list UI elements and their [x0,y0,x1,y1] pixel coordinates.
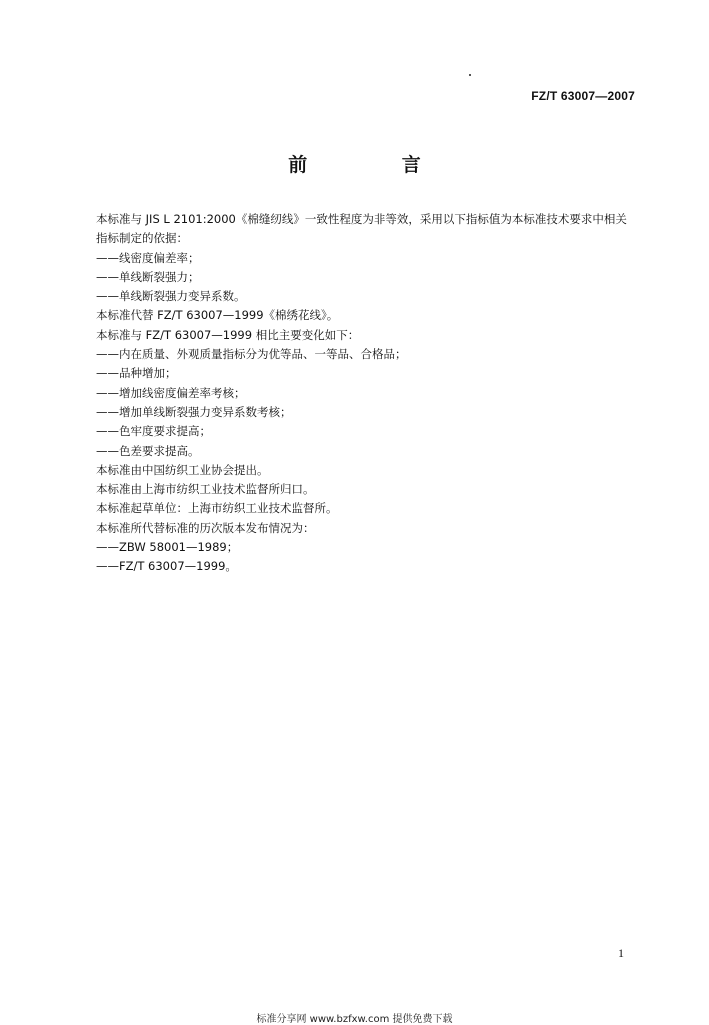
list-item: ——增加单线断裂强力变异系数考核； [96,404,292,419]
paragraph: 本标准由上海市纺织工业技术监督所归口。 [96,482,315,497]
paragraph-intro: 本标准与 JIS L 2101:2000《棉缝纫线》一致性程度为非等效，采用以下指标值为本标准技术要求中相关指标制定的依据： [96,212,627,246]
footer-watermark: 标准分享网 www.bzfxw.com 提供免费下载 [256,1014,453,1025]
list-item: ——品种增加； [96,366,177,381]
list-item: ——单线断裂强力； [96,269,200,284]
list-item: ——色牢度要求提高； [96,424,211,439]
list-item: ——内在质量、外观质量指标分为优等品、一等品、合格品； [96,347,407,362]
list-item: ——线密度偏差率； [96,250,200,265]
paragraph: 本标准与 FZ/T 63007—1999 相比主要变化如下： [96,327,360,342]
paragraph: 本标准代替 FZ/T 63007—1999《棉绣花线》。 [96,308,339,323]
standard-code: FZ/T 63007—2007 [531,89,635,103]
paragraph: 本标准所代替标准的历次版本发布情况为： [96,520,315,535]
page-number: 1 [618,946,624,960]
paragraph: 本标准起草单位：上海市纺织工业技术监督所。 [96,501,338,516]
page-title: 前 言 [288,154,465,176]
list-item: ——ZBW 58001—1989； [96,540,239,555]
list-item: ——增加线密度偏差率考核； [96,385,246,400]
paragraph: 本标准由中国纺织工业协会提出。 [96,462,269,477]
list-item: ——FZ/T 63007—1999。 [96,559,237,574]
scan-dot [469,74,471,76]
list-item: ——色差要求提高。 [96,443,200,458]
foreword-body [96,210,636,577]
list-item: ——单线断裂强力变异系数。 [96,289,246,304]
